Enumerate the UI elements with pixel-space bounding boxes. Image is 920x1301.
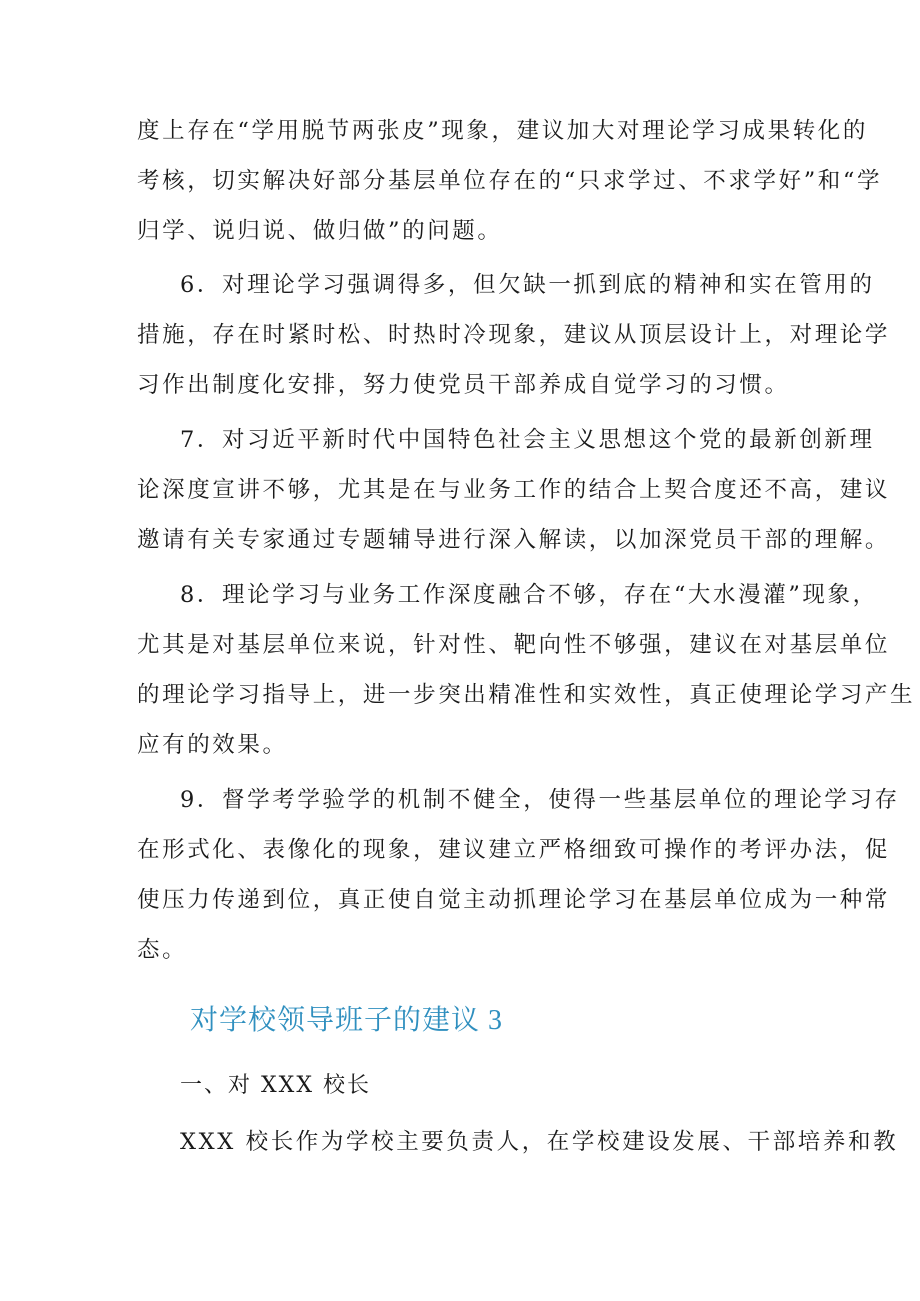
principal-paragraph-line-1: XXX 校长作为学校主要负责人，在学校建设发展、干部培养和教 (180, 1129, 899, 1155)
paragraph-8-line-3: 的理论学习指导上，进一步突出精准性和实效性，真正使理论学习产生 (137, 682, 916, 708)
paragraph-9-line-2: 在形式化、表像化的现象，建议建立严格细致可操作的考评办法，促 (137, 837, 891, 863)
paragraph-9-line-3: 使压力传递到位，真正使自觉主动抓理论学习在基层单位成为一种常 (137, 887, 891, 913)
paragraph-9-line-1: 9．督学考学验学的机制不健全，使得一些基层单位的理论学习存 (180, 787, 900, 813)
paragraph-1-line-3: 归学、说归说、做归做”的问题。 (137, 218, 503, 244)
paragraph-7-line-1: 7．对习近平新时代中国特色社会主义思想这个党的最新创新理 (180, 427, 875, 453)
paragraph-9-line-4: 态。 (137, 937, 188, 963)
paragraph-1-line-1: 度上存在“学用脱节两张皮”现象，建议加大对理论学习成果转化的 (137, 118, 869, 144)
paragraph-6-line-2: 措施，存在时紧时松、时热时冷现象，建议从顶层设计上，对理论学 (137, 322, 891, 348)
subheading: 一、对 XXX 校长 (180, 1073, 371, 1098)
paragraph-8-line-1: 8．理论学习与业务工作深度融合不够，存在“大水漫灌”现象， (180, 582, 878, 608)
paragraph-8-line-4: 应有的效果。 (137, 732, 288, 758)
paragraph-6-line-1: 6．对理论学习强调得多，但欠缺一抓到底的精神和实在管用的 (180, 272, 875, 298)
paragraph-1-line-2: 考核，切实解决好部分基层单位存在的“只求学过、不求学好”和“学 (137, 168, 883, 194)
paragraph-7-line-2: 论深度宣讲不够，尤其是在与业务工作的结合上契合度还不高，建议 (137, 477, 891, 503)
paragraph-6-line-3: 习作出制度化安排，努力使党员干部养成自觉学习的习惯。 (137, 372, 790, 398)
paragraph-8-line-2: 尤其是对基层单位来说，针对性、靶向性不够强，建议在对基层单位 (137, 632, 891, 658)
paragraph-7-line-3: 邀请有关专家通过专题辅导进行深入解读，以加深党员干部的理解。 (137, 527, 891, 553)
section-heading: 对学校领导班子的建议 3 (190, 1005, 504, 1036)
